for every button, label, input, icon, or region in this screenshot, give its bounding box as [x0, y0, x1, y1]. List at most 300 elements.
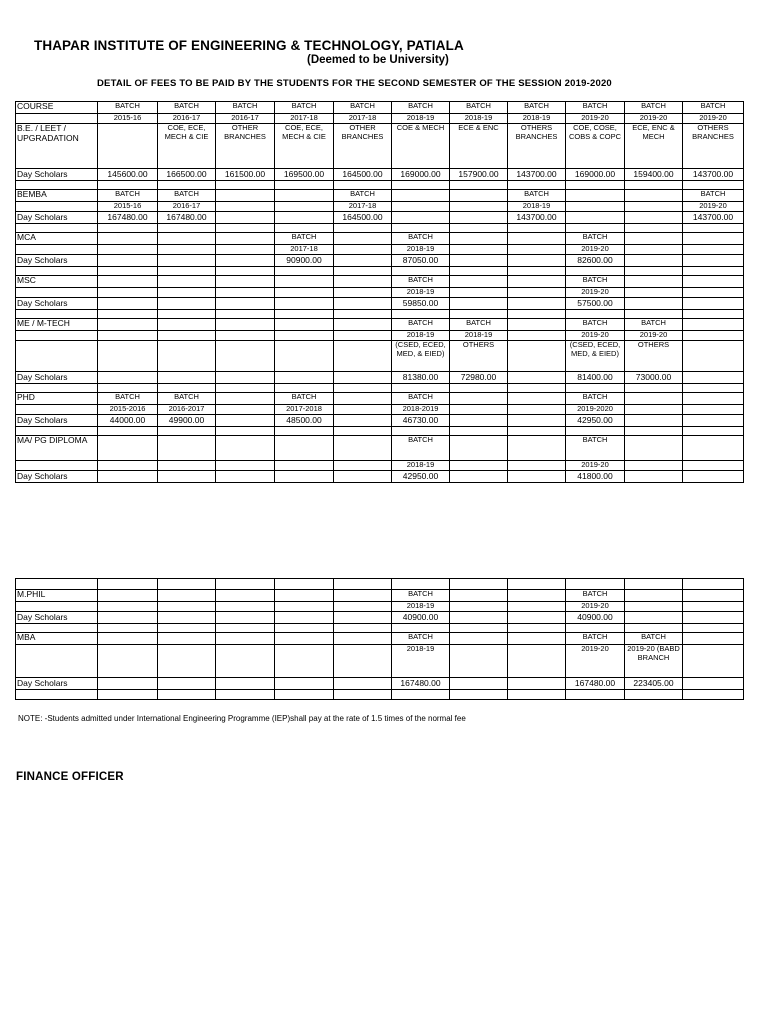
fee-cell: [450, 405, 508, 415]
fee-cell: [158, 276, 216, 288]
fee-cell: BATCH: [392, 590, 450, 602]
fee-cell: [566, 690, 625, 700]
table-row: [16, 267, 744, 276]
fee-cell: [508, 624, 566, 633]
fee-cell: [508, 245, 566, 255]
fee-cell: [625, 415, 683, 427]
fee-cell: 159400.00: [625, 169, 683, 181]
fee-cell: [98, 690, 158, 700]
fee-cell: 2019-20: [683, 114, 744, 124]
fee-cell: [216, 415, 275, 427]
fee-cell: 2016-17: [158, 202, 216, 212]
fee-cell: [683, 319, 744, 331]
fee-cell: 81400.00: [566, 372, 625, 384]
fee-cell: BATCH: [392, 319, 450, 331]
fee-cell: [98, 341, 158, 372]
fee-cell: [98, 590, 158, 602]
fee-cell: [334, 393, 392, 405]
fee-cell: [508, 255, 566, 267]
institute-title: THAPAR INSTITUTE OF ENGINEERING & TECHNOLOGY, PATIALA: [34, 38, 464, 53]
fee-cell: [625, 181, 683, 190]
fee-cell: [508, 384, 566, 393]
fee-cell: [216, 233, 275, 245]
fee-cell: 169000.00: [566, 169, 625, 181]
fee-cell: [392, 624, 450, 633]
fee-cell: BATCH: [392, 633, 450, 645]
fee-cell: [566, 190, 625, 202]
fee-cell: BATCH: [216, 102, 275, 114]
fee-cell: 2016-2017: [158, 405, 216, 415]
fee-cell: [334, 461, 392, 471]
fee-cell: 49900.00: [158, 415, 216, 427]
fee-cell: BATCH: [392, 276, 450, 288]
fee-cell: [275, 602, 334, 612]
fee-cell: [450, 436, 508, 461]
fee-cell: [450, 190, 508, 202]
fee-cell: [683, 612, 744, 624]
fee-cell: BATCH: [566, 233, 625, 245]
fee-cell: [625, 233, 683, 245]
table-row: [16, 461, 744, 471]
fee-cell: [158, 233, 216, 245]
fee-cell: [625, 224, 683, 233]
row-label-cell: MBA: [16, 633, 98, 645]
fee-cell: 2016-17: [158, 114, 216, 124]
row-label-cell: ME / M-TECH: [16, 319, 98, 331]
fee-cell: [508, 461, 566, 471]
fee-cell: [508, 645, 566, 678]
fee-cell: [450, 602, 508, 612]
fee-cell: [683, 233, 744, 245]
fee-cell: [158, 624, 216, 633]
fee-cell: [625, 405, 683, 415]
fee-cell: [158, 224, 216, 233]
fee-cell: 167480.00: [392, 678, 450, 690]
fee-cell: [275, 267, 334, 276]
row-label-cell: [16, 245, 98, 255]
fee-cell: BATCH: [392, 436, 450, 461]
fee-cell: [98, 245, 158, 255]
fee-cell: [216, 633, 275, 645]
fee-cell: 2018-19: [392, 245, 450, 255]
row-label-cell: [16, 461, 98, 471]
fee-cell: 2018-19: [392, 645, 450, 678]
fee-cell: 2019-20: [625, 331, 683, 341]
table-row: [16, 602, 744, 612]
fee-cell: [392, 427, 450, 436]
fee-cell: (CSED, ECED, MED, & EIED): [566, 341, 625, 372]
fee-cell: BATCH: [566, 393, 625, 405]
fee-cell: 2018-19: [508, 202, 566, 212]
fee-cell: [98, 310, 158, 319]
fee-cell: 2015-16: [98, 114, 158, 124]
fee-cell: [334, 579, 392, 590]
fee-cell: BATCH: [625, 633, 683, 645]
fee-cell: 40900.00: [566, 612, 625, 624]
fee-cell: [392, 212, 450, 224]
fee-cell: [216, 276, 275, 288]
fee-cell: [98, 436, 158, 461]
fee-cell: [392, 267, 450, 276]
fee-cell: 2017-2018: [275, 405, 334, 415]
fee-cell: [216, 341, 275, 372]
fee-cell: [508, 288, 566, 298]
fee-cell: [216, 310, 275, 319]
fee-cell: 2018-19: [392, 461, 450, 471]
fee-cell: COE, COSE, COBS & COPC: [566, 124, 625, 169]
table-row: [16, 612, 744, 624]
fee-cell: 2015-16: [98, 202, 158, 212]
fee-cell: [566, 579, 625, 590]
fee-cell: [392, 181, 450, 190]
fee-cell: 2019-20: [566, 645, 625, 678]
fee-cell: [98, 624, 158, 633]
fee-cell: [275, 202, 334, 212]
fee-cell: [334, 633, 392, 645]
fee-cell: [625, 690, 683, 700]
fee-cell: 82600.00: [566, 255, 625, 267]
fee-cell: [508, 331, 566, 341]
row-label-cell: Day Scholars: [16, 415, 98, 427]
fee-cell: [450, 612, 508, 624]
fee-cell: [625, 298, 683, 310]
fee-cell: [158, 331, 216, 341]
fee-cell: [566, 384, 625, 393]
fee-cell: BATCH: [625, 102, 683, 114]
fee-cell: [158, 427, 216, 436]
fee-cell: [625, 190, 683, 202]
fee-cell: [334, 471, 392, 483]
fee-cell: [98, 427, 158, 436]
fee-cell: [275, 590, 334, 602]
fee-cell: BATCH: [508, 190, 566, 202]
table-row: [16, 233, 744, 245]
fee-cell: [450, 212, 508, 224]
fee-cell: [275, 645, 334, 678]
row-label-cell: [16, 384, 98, 393]
fee-cell: [216, 436, 275, 461]
fee-cell: [158, 590, 216, 602]
fee-cell: [683, 331, 744, 341]
fee-cell: [275, 633, 334, 645]
fee-cell: BATCH: [683, 102, 744, 114]
fee-cell: [334, 276, 392, 288]
fee-cell: 2017-18: [334, 202, 392, 212]
fee-cell: 48500.00: [275, 415, 334, 427]
fee-cell: OTHERS BRANCHES: [508, 124, 566, 169]
fee-cell: [450, 267, 508, 276]
fee-cell: [625, 212, 683, 224]
fee-cell: [625, 579, 683, 590]
table-row: [16, 436, 744, 461]
fee-cell: [216, 602, 275, 612]
row-label-cell: MSC: [16, 276, 98, 288]
fee-cell: [683, 255, 744, 267]
fee-cell: 2017-18: [334, 114, 392, 124]
fee-cell: [275, 298, 334, 310]
row-label-cell: B.E. / LEET / UPGRADATION: [16, 124, 98, 169]
fee-cell: [508, 471, 566, 483]
fee-cell: [334, 678, 392, 690]
fee-cell: ECE & ENC: [450, 124, 508, 169]
fee-cell: 2017-18: [275, 245, 334, 255]
fee-cell: [216, 212, 275, 224]
fee-cell: [275, 288, 334, 298]
fee-cell: [216, 678, 275, 690]
fee-cell: COE, ECE, MECH & CIE: [158, 124, 216, 169]
fee-cell: [158, 255, 216, 267]
fee-cell: [450, 678, 508, 690]
fee-cell: [275, 319, 334, 331]
table-row: [16, 181, 744, 190]
row-label-cell: Day Scholars: [16, 471, 98, 483]
fee-cell: 2019-20: [566, 331, 625, 341]
fee-cell: 2018-19: [392, 602, 450, 612]
fee-cell: [275, 579, 334, 590]
table-row: [16, 102, 744, 114]
fee-cell: COE, ECE, MECH & CIE: [275, 124, 334, 169]
fee-cell: [275, 331, 334, 341]
fee-cell: 161500.00: [216, 169, 275, 181]
fee-cell: [450, 298, 508, 310]
fee-cell: [334, 690, 392, 700]
fee-cell: [566, 181, 625, 190]
row-label-cell: PHD: [16, 393, 98, 405]
fee-cell: [508, 678, 566, 690]
fee-cell: [334, 372, 392, 384]
fee-cell: [275, 612, 334, 624]
fee-cell: [334, 436, 392, 461]
fee-cell: [566, 212, 625, 224]
fee-cell: 2016-17: [216, 114, 275, 124]
fee-cell: 59850.00: [392, 298, 450, 310]
table-row: [16, 415, 744, 427]
row-label-cell: [16, 405, 98, 415]
fee-cell: [450, 624, 508, 633]
fee-cell: 90900.00: [275, 255, 334, 267]
fee-cell: [683, 690, 744, 700]
fee-cell: BATCH: [275, 102, 334, 114]
fee-cell: [98, 255, 158, 267]
fee-cell: [508, 276, 566, 288]
fee-cell: 2019-20: [625, 114, 683, 124]
fee-cell: [392, 690, 450, 700]
fee-cell: 143700.00: [683, 169, 744, 181]
fee-cell: [216, 319, 275, 331]
fee-cell: [450, 202, 508, 212]
fee-cell: ECE, ENC & MECH: [625, 124, 683, 169]
fee-cell: [158, 579, 216, 590]
fee-cell: [98, 319, 158, 331]
fee-cell: [216, 298, 275, 310]
fee-cell: [450, 579, 508, 590]
row-label-cell: Day Scholars: [16, 678, 98, 690]
fee-cell: [98, 181, 158, 190]
fee-cell: [158, 678, 216, 690]
fee-cell: BATCH: [625, 319, 683, 331]
fee-cell: 167480.00: [158, 212, 216, 224]
fee-cell: [566, 224, 625, 233]
fee-cell: [334, 255, 392, 267]
fee-cell: [450, 690, 508, 700]
table-row: [16, 169, 744, 181]
fee-cell: [683, 602, 744, 612]
fee-cell: BATCH: [566, 590, 625, 602]
fee-cell: [450, 276, 508, 288]
table-row: [16, 310, 744, 319]
fee-cell: 40900.00: [392, 612, 450, 624]
fee-cell: 2018-2019: [392, 405, 450, 415]
fee-cell: [508, 372, 566, 384]
fee-cell: [625, 202, 683, 212]
table-row: [16, 224, 744, 233]
fee-cell: [98, 276, 158, 288]
row-label-cell: [16, 267, 98, 276]
row-label-cell: Day Scholars: [16, 612, 98, 624]
fee-cell: [450, 393, 508, 405]
fee-cell: BATCH: [450, 102, 508, 114]
table-row: [16, 579, 744, 590]
fee-cell: COE & MECH: [392, 124, 450, 169]
fee-cell: [334, 405, 392, 415]
fee-cell: [450, 181, 508, 190]
table-row: [16, 255, 744, 267]
fee-cell: [508, 690, 566, 700]
row-label-cell: [16, 224, 98, 233]
fee-cell: BATCH: [566, 319, 625, 331]
fee-cell: [334, 245, 392, 255]
fee-cell: [334, 645, 392, 678]
fee-cell: [216, 288, 275, 298]
fee-cell: [98, 124, 158, 169]
fee-cell: 2019-20: [566, 114, 625, 124]
fee-cell: 2015-2016: [98, 405, 158, 415]
fee-cell: [158, 384, 216, 393]
fee-cell: [392, 310, 450, 319]
fee-cell: BATCH: [566, 633, 625, 645]
fee-cell: [450, 471, 508, 483]
fee-cell: [158, 602, 216, 612]
row-label-cell: Day Scholars: [16, 255, 98, 267]
fee-cell: [450, 384, 508, 393]
fee-cell: 164500.00: [334, 169, 392, 181]
fee-cell: (CSED, ECED, MED, & EIED): [392, 341, 450, 372]
fee-cell: [508, 579, 566, 590]
fee-table-secondary: [15, 578, 744, 700]
fee-cell: [683, 298, 744, 310]
row-label-cell: [16, 645, 98, 678]
table-row: [16, 212, 744, 224]
fee-cell: [508, 310, 566, 319]
table-row: [16, 341, 744, 372]
fee-cell: [683, 436, 744, 461]
fee-cell: 42950.00: [566, 415, 625, 427]
row-label-cell: [16, 331, 98, 341]
fee-cell: BATCH: [275, 393, 334, 405]
fee-cell: [334, 602, 392, 612]
fee-cell: [683, 427, 744, 436]
table-row: [16, 590, 744, 602]
fee-cell: [216, 612, 275, 624]
fee-cell: OTHERS: [450, 341, 508, 372]
fee-cell: [392, 202, 450, 212]
fee-cell: [98, 471, 158, 483]
fee-cell: 167480.00: [98, 212, 158, 224]
fee-cell: [683, 372, 744, 384]
row-label-cell: MCA: [16, 233, 98, 245]
fee-cell: [625, 255, 683, 267]
fee-cell: 57500.00: [566, 298, 625, 310]
table-row: [16, 298, 744, 310]
fee-cell: [508, 602, 566, 612]
row-label-cell: BEMBA: [16, 190, 98, 202]
table-row: [16, 645, 744, 678]
fee-cell: 2019-20 (BABD BRANCH: [625, 645, 683, 678]
fee-cell: [683, 678, 744, 690]
fee-cell: [334, 298, 392, 310]
fee-cell: [450, 461, 508, 471]
fee-cell: [98, 633, 158, 645]
table-row: [16, 427, 744, 436]
fee-cell: [625, 624, 683, 633]
fee-cell: [98, 678, 158, 690]
fee-cell: OTHER BRANCHES: [334, 124, 392, 169]
fee-cell: 143700.00: [508, 212, 566, 224]
row-label-cell: [16, 624, 98, 633]
fee-cell: [158, 461, 216, 471]
fee-table-main: [15, 101, 744, 483]
fee-cell: [216, 245, 275, 255]
fee-cell: [275, 471, 334, 483]
fee-cell: [216, 471, 275, 483]
fee-cell: [334, 233, 392, 245]
fee-cell: [275, 224, 334, 233]
fee-cell: [158, 612, 216, 624]
fee-cell: [216, 427, 275, 436]
fee-cell: [450, 224, 508, 233]
fee-cell: [450, 590, 508, 602]
iep-fee-note: NOTE: -Students admitted under International Engineering Programme (IEP)shall pay at the rate of 1.5 times of the normal fee: [18, 714, 466, 723]
table-row: [16, 690, 744, 700]
fee-cell: 164500.00: [334, 212, 392, 224]
fee-cell: [216, 590, 275, 602]
row-label-cell: COURSE: [16, 102, 98, 114]
fee-cell: [683, 393, 744, 405]
fee-cell: [508, 436, 566, 461]
fee-cell: [508, 267, 566, 276]
fee-cell: 2018-19: [392, 331, 450, 341]
fee-cell: [275, 190, 334, 202]
fee-cell: [334, 224, 392, 233]
fee-cell: [392, 190, 450, 202]
fee-cell: 87050.00: [392, 255, 450, 267]
fee-cell: BATCH: [392, 393, 450, 405]
table-row: [16, 245, 744, 255]
fee-cell: [275, 624, 334, 633]
fee-cell: [216, 393, 275, 405]
fee-cell: [98, 645, 158, 678]
fee-cell: 145600.00: [98, 169, 158, 181]
fee-cell: [683, 461, 744, 471]
fee-cell: [508, 319, 566, 331]
fee-cell: [625, 602, 683, 612]
fee-cell: [683, 341, 744, 372]
fee-cell: [508, 415, 566, 427]
fee-cell: [625, 612, 683, 624]
deemed-university-subtitle: (Deemed to be University): [307, 54, 449, 66]
fee-cell: [158, 245, 216, 255]
fee-cell: [334, 590, 392, 602]
